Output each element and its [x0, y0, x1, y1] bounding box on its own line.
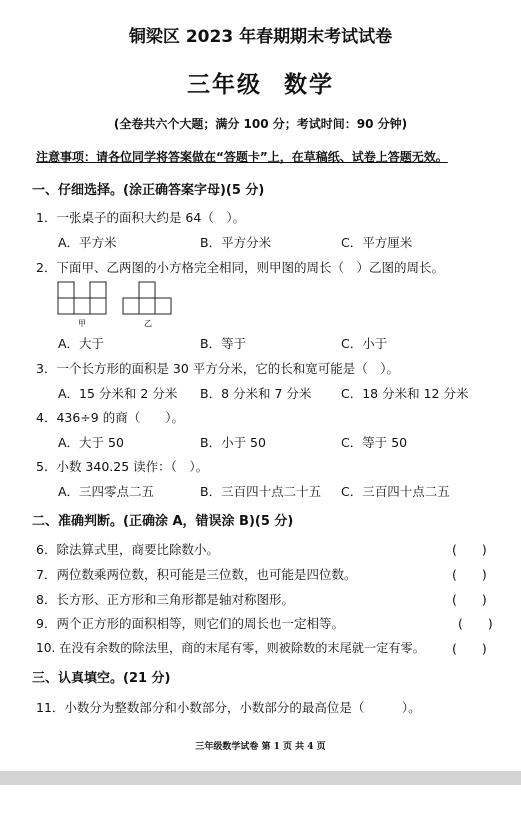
- page-footer: 三年级数学试卷 第 1 页 共 4 页: [195, 742, 326, 752]
- section-2-heading: 二、准确判断。(正确涂 A，错误涂 B)(5 分): [32, 514, 294, 529]
- q2-figures: [56, 278, 186, 330]
- q3-option-c: C．18 分米和 12 分米: [341, 386, 469, 401]
- figure-yi: [123, 282, 171, 314]
- subject-label: 数学: [284, 71, 334, 98]
- q2-option-b: B．等于: [200, 336, 247, 351]
- figure-jia-label: 甲: [78, 319, 86, 328]
- judgement-6-answer-parens: ( ): [452, 542, 487, 557]
- q2-option-a: A．大于: [58, 336, 105, 351]
- question-4: 4．436÷9 的商（ ）。: [36, 410, 184, 425]
- q3-option-b: B．8 分米和 7 分米: [200, 386, 312, 401]
- exam-notice: 注意事项：请各位同学将答案做在“答题卡”上，在草稿纸、试卷上答题无效。: [36, 150, 448, 164]
- question-3: 3．一个长方形的面积是 30 平方分米，它的长和宽可能是（ ）。: [36, 361, 400, 376]
- figure-jia: [58, 282, 106, 314]
- judgement-10: 10. 在没有余数的除法里，商的末尾有零，则被除数的末尾就一定有零。: [36, 641, 425, 655]
- q4-option-c: C．等于 50: [341, 435, 408, 450]
- question-2: 2．下面甲、乙两图的小方格完全相同，则甲图的周长（ ）乙图的周长。: [36, 260, 444, 275]
- q5-option-b: B．三百四十点二十五: [200, 484, 322, 499]
- q5-option-c: C．三百四十点二五: [341, 484, 450, 499]
- judgement-9: 9．两个正方形的面积相等，则它们的周长也一定相等。: [36, 616, 344, 631]
- grade-label: 三年级: [187, 71, 262, 98]
- judgement-10-answer-parens: ( ): [452, 641, 487, 656]
- q4-option-b: B．小于 50: [200, 435, 266, 450]
- q1-option-a: A．平方米: [58, 235, 117, 250]
- judgement-8: 8．长方形、正方形和三角形都是轴对称图形。: [36, 592, 294, 607]
- page-bottom-band: [0, 771, 521, 785]
- judgement-6: 6．除法算式里，商要比除数小。: [36, 542, 219, 557]
- q5-option-a: A．三四零点二五: [58, 484, 155, 499]
- q2-option-c: C．小于: [341, 336, 388, 351]
- q3-option-a: A．15 分米和 2 分米: [58, 386, 178, 401]
- question-5: 5．小数 340.25 读作：（ ）。: [36, 459, 209, 474]
- question-11: 11．小数分为整数部分和小数部分，小数部分的最高位是（ ）。: [36, 700, 421, 715]
- judgement-8-answer-parens: ( ): [452, 592, 487, 607]
- figure-yi-label: 乙: [144, 319, 152, 328]
- judgement-9-answer-parens: ( ): [458, 616, 493, 631]
- q4-option-a: A．大于 50: [58, 435, 124, 450]
- judgement-7-answer-parens: ( ): [452, 567, 487, 582]
- section-1-heading: 一、仔细选择。(涂正确答案字母)(5 分): [32, 183, 265, 198]
- exam-subtitle: [0, 66, 521, 99]
- question-1: 1．一张桌子的面积大约是 64（ ）。: [36, 210, 246, 225]
- exam-info: (全卷共六个大题；满分 100 分；考试时间：90 分钟): [113, 117, 408, 131]
- exam-title: 铜梁区 2023 年春期期末考试试卷: [128, 27, 393, 47]
- q1-option-c: C．平方厘米: [341, 235, 413, 250]
- q1-option-b: B．平方分米: [200, 235, 272, 250]
- section-3-heading: 三、认真填空。(21 分): [32, 671, 171, 686]
- judgement-7: 7．两位数乘两位数，积可能是三位数，也可能是四位数。: [36, 567, 357, 582]
